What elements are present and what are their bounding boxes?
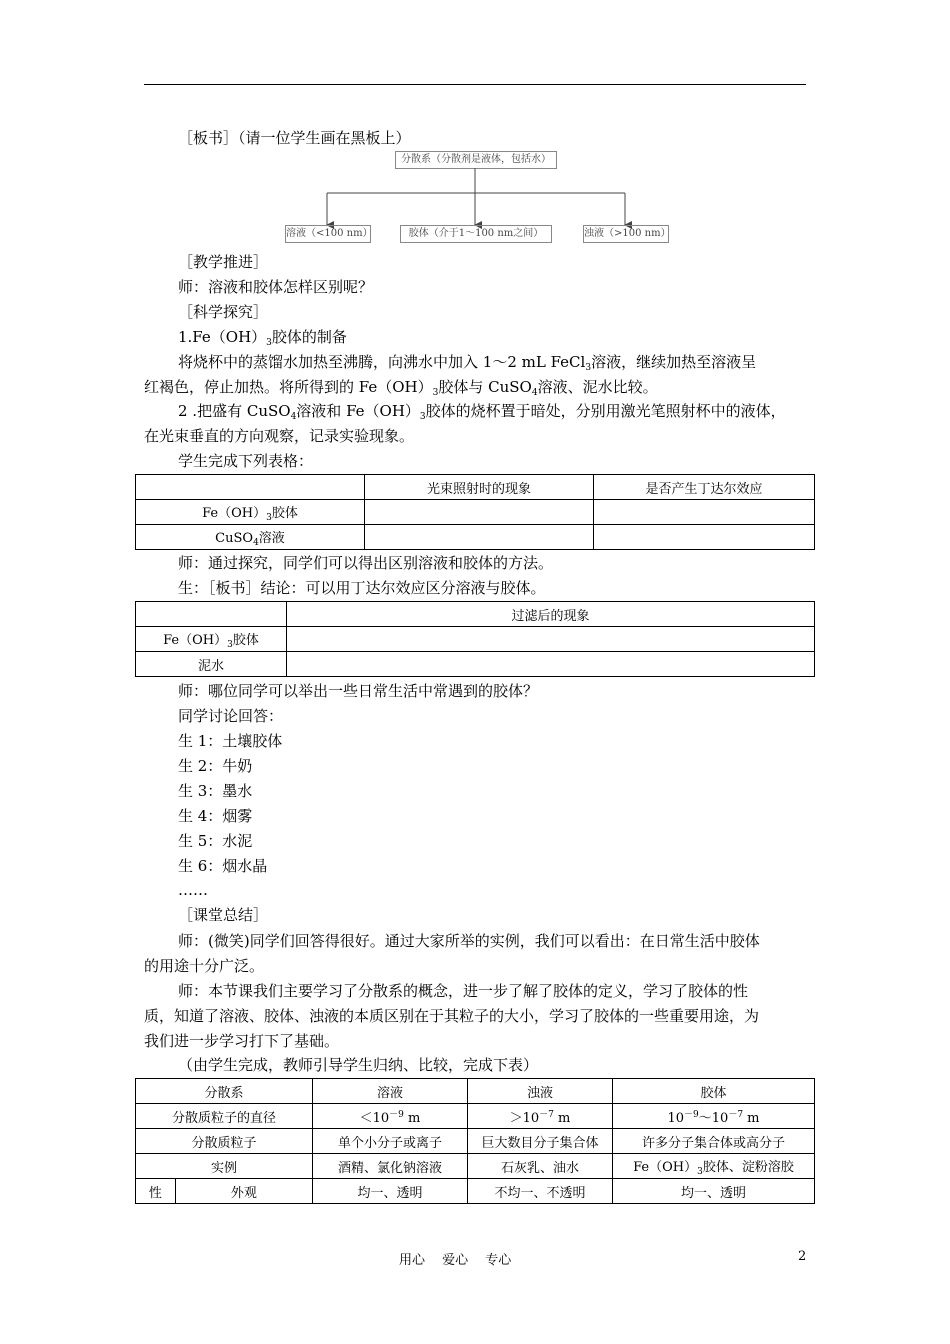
table-row-label: CuSO$_4$溶液 [136,525,365,550]
student-answer: 生 1：土壤胶体 [178,732,283,750]
text-line: 师：通过探究，同学们可以得出区别溶液和胶体的方法。 [178,554,554,572]
diagram-root: 分散系（分散剂是液体，包括水） [395,151,557,169]
student-answer: 生 3：墨水 [178,782,253,800]
text-line: （由学生完成，教师引导学生归纳、比较，完成下表） [178,1056,539,1074]
table-row-label: $Fe(OH)_3$胶体 [136,500,365,525]
footer-motto: 用心 爱心 专心 [399,1253,512,1268]
filtration-table: 过滤后的现象 $Fe(OH)_3$胶体 泥水 [135,601,815,677]
text-line: 的用途十分广泛。 [144,957,265,975]
text-line: 我们进一步学习打下了基础。 [144,1032,340,1050]
section-teaching: ［教学推进］ [178,253,269,271]
table-row-label: 泥水 [136,652,287,677]
text-line: 师：本节课我们主要学习了分散系的概念，进一步了解了胶体的定义，学习了胶体的性 [178,982,749,1000]
board-title: ［板书］（请一位学生画在黑板上） [178,129,411,147]
text-line: 在光束垂直的方向观察，记录实验现象。 [144,427,415,445]
student-answer: 生 5：水泥 [178,832,253,850]
text-line: 师：哪位同学可以举出一些日常生活中常遇到的胶体？ [178,682,539,700]
text-line: 红褐色，停止加热。将所得到的 $Fe(OH)_3$胶体与 CuSO$_4$溶液、泥水比较。 [144,378,658,398]
table-row-label: $Fe(OH)_3$胶体 [136,627,287,652]
section-summary: ［课堂总结］ [178,906,269,924]
text-line: 将烧杯中的蒸馏水加热至沸腾，向沸水中加入 1～2 mL FeCl$_3$溶液，继续加热至溶液呈 [178,353,757,373]
text-line: 生：［板书］结论：可以用丁达尔效应区分溶液与胶体。 [178,579,546,597]
text-line: 师：溶液和胶体怎样区别呢？ [178,278,374,296]
text-line: 学生完成下列表格： [178,452,314,470]
student-answer: 生 4：烟雾 [178,807,253,825]
student-answer: 生 6：烟水晶 [178,857,268,875]
diagram-colloid: 胶体（介于1～100 nm之间） [400,225,552,243]
diagram-connectors [0,0,950,260]
diagram-solution: 溶液（<100 nm） [285,225,371,243]
section-explore: ［科学探究］ [178,303,269,321]
text-line: $1.Fe(OH)_3$胶体的制备 [178,328,347,348]
text-line: 质，知道了溶液、胶体、浊液的本质区别在于其粒子的大小，学习了胶体的一些重要用途，为 [144,1007,760,1025]
dispersion-comparison-table: 分散系 溶液 浊液 胶体 分散质粒子的直径 $<10^{-9}$ m $>10^{-7}$ m $10^{-9}\sim 10^{-7}$ m 分散质粒子 单个小分子或离子 巨大数目分子集合体 许多分子集合体或高分子 实例 酒精、氯化钠溶液 石灰乳、油水 $Fe(OH)_3$胶体、淀粉溶胶 性 外观 均一、透明 不均一、不透明 均一、透明 [135,1078,815,1204]
page-number: 2 [798,1249,807,1264]
tyndall-table: 光束照射时的现象 是否产生丁达尔效应 $Fe(OH)_3$胶体 CuSO$_4$溶液 [135,474,815,550]
text-line: 2 .把盛有 CuSO$_4$溶液和 $Fe(OH)_3$胶体的烧杯置于暗处，分别用激光笔照射杯中的液体， [178,402,786,422]
diagram-suspension: 浊液（>100 nm） [583,225,669,243]
student-answer: 生 2：牛奶 [178,757,253,775]
text-line: 同学讨论回答： [178,707,284,725]
ellipsis: …… [178,881,208,899]
text-line: 师：(微笑)同学们回答得很好。通过大家所举的实例，我们可以看出：在日常生活中胶体 [178,932,760,950]
